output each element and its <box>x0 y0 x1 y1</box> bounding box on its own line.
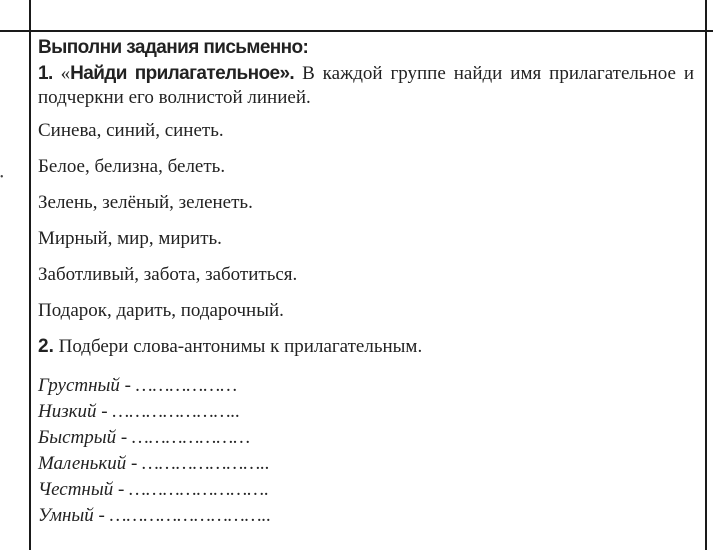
antonym-line: Низкий - ………………….. <box>38 401 241 422</box>
word-group: Подарок, дарить, подарочный. <box>38 300 284 321</box>
table-right-border <box>705 0 707 550</box>
antonym-line: Честный - ……………………. <box>38 479 269 500</box>
task-1-open-quote: « <box>60 63 71 84</box>
antonym-line: Маленький - ………………….. <box>38 453 270 474</box>
task-1-instruction: В каждой группе найди имя прилагательное и подчеркни его волнистой линией. <box>38 63 694 108</box>
word-group: Синева, синий, синеть. <box>38 120 224 141</box>
task-2-instruction: Подбери слова-антонимы к прилагательным. <box>58 336 423 357</box>
antonym-list <box>38 373 694 529</box>
task-1-number: 1. <box>38 63 53 84</box>
word-group: Белое, белизна, белеть. <box>38 156 226 177</box>
task-2-number: 2. <box>38 336 54 357</box>
antonym-line: Грустный - ……………… <box>38 375 238 396</box>
task-2 <box>38 335 694 359</box>
margin-mark: • <box>0 172 4 183</box>
word-group-list <box>38 119 694 335</box>
table-left-border <box>29 0 31 550</box>
worksheet-heading: Выполни задания письменно: <box>38 37 309 58</box>
word-group: Мирный, мир, мирить. <box>38 228 222 249</box>
word-group: Зелень, зелёный, зеленеть. <box>38 192 253 213</box>
table-top-border <box>0 30 713 32</box>
antonym-line: Быстрый - ………………… <box>38 427 251 448</box>
task-1-title: Найди прилагательное». <box>70 63 295 84</box>
word-group: Заботливый, забота, заботиться. <box>38 264 298 285</box>
antonym-line: Умный - ……………………….. <box>38 505 272 526</box>
task-1 <box>38 62 694 110</box>
worksheet-content <box>38 36 694 529</box>
